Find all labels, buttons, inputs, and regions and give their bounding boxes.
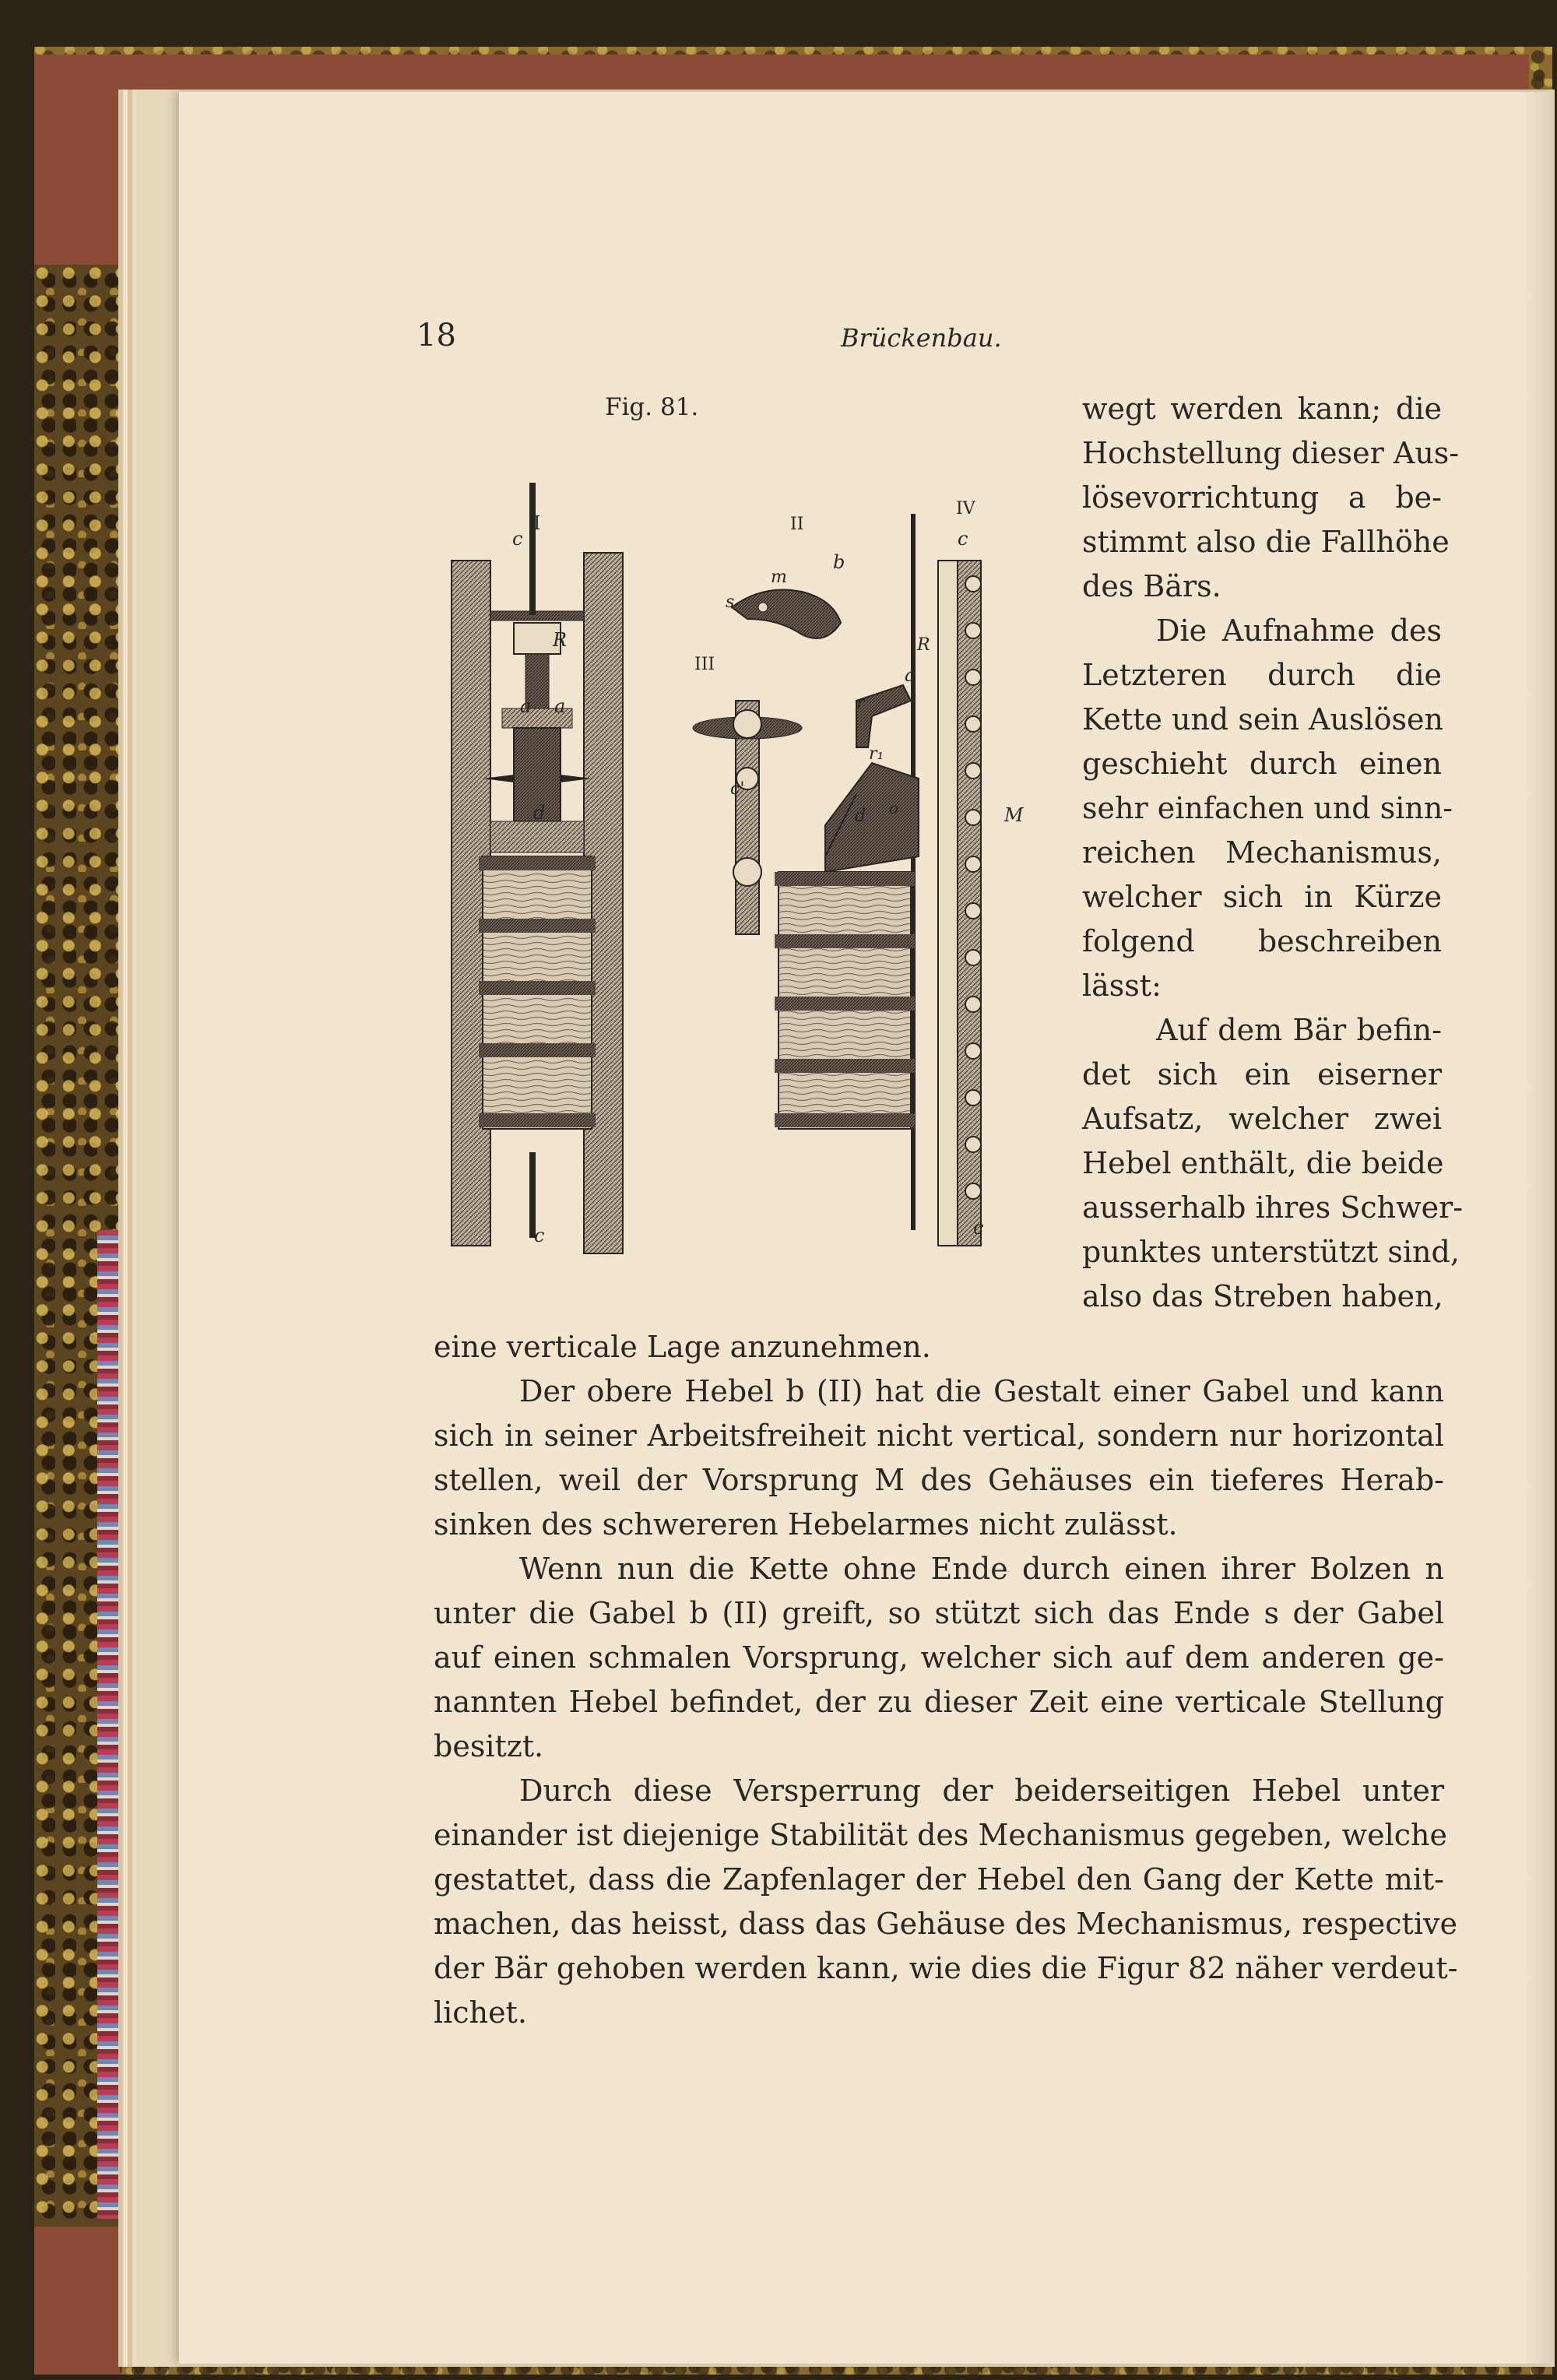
label-c-top: c [512, 528, 523, 550]
figure-81-illustration [436, 467, 1059, 1269]
panel-label-IV: IV [956, 499, 975, 519]
label-b: b [833, 551, 845, 573]
column-line: punktes unterstützt sind, [1082, 1235, 1460, 1269]
column-line: reichen Mechanismus, [1082, 835, 1442, 870]
body-line: lichet. [434, 1995, 527, 2030]
column-line: lösevorrichtung a be- [1082, 480, 1442, 515]
body-line: besitzt. [434, 1729, 544, 1763]
panel-label-III: III [694, 655, 715, 674]
column-line: wegt werden kann; die [1082, 392, 1442, 426]
body-line: nannten Hebel befindet, der zu dieser Zeit eine verticale Stellung [434, 1685, 1444, 1719]
column-line: ausserhalb ihres Schwer- [1082, 1190, 1464, 1225]
label-s: s [726, 592, 735, 612]
body-line: auf einen schmalen Vorsprung, welcher sich auf dem anderen ge- [434, 1640, 1444, 1675]
panel-II-drawing [732, 590, 841, 639]
label-R: R [553, 629, 568, 651]
column-line: Auf dem Bär befin- [1156, 1013, 1442, 1047]
column-line: Hebel enthält, die beide [1082, 1146, 1444, 1180]
label-r: r [856, 694, 865, 713]
column-line: lässt: [1082, 969, 1162, 1003]
figure-caption: Fig. 81. [605, 393, 699, 421]
body-line: gestattet, dass die Zapfenlager der Hebel den Gang der Kette mit- [434, 1862, 1444, 1897]
label-a-left: a [520, 695, 532, 717]
body-line: der Bär gehoben werden kann, wie dies die Figur 82 näher verdeut- [434, 1951, 1458, 1985]
column-line: geschieht durch einen [1082, 747, 1442, 781]
body-line: machen, das heisst, dass das Gehäuse des Mechanismus, respective [434, 1907, 1457, 1941]
label-R-iv: R [917, 635, 930, 655]
label-o: o [889, 799, 899, 817]
body-line: einander ist diejenige Stabilität des Mechanismus gegeben, welche [434, 1818, 1447, 1852]
column-line: folgend beschreiben [1082, 924, 1442, 958]
label-a-right: a [554, 695, 566, 717]
body-line: Durch diese Versperrung der beiderseitigen Hebel unter [519, 1774, 1444, 1808]
body-line: eine verticale Lage anzunehmen. [434, 1330, 931, 1364]
column-line: stimmt also die Fallhöhe [1082, 525, 1450, 559]
label-r1: r₁ [869, 744, 884, 764]
column-line: Letzteren durch die [1082, 658, 1442, 692]
body-line: Der obere Hebel b (II) hat die Gestalt einer Gabel und kann [519, 1374, 1444, 1408]
column-line: Aufsatz, welcher zwei [1082, 1102, 1442, 1136]
panel-I-drawing [452, 483, 623, 1253]
panel-label-II: II [790, 515, 804, 534]
label-c-bottom: c [534, 1225, 545, 1246]
column-line: Hochstellung dieser Aus- [1082, 436, 1460, 470]
column-line: Kette und sein Auslösen [1082, 702, 1443, 736]
label-c-iv-bottom: c [973, 1217, 984, 1239]
panel-label-I: I [533, 512, 541, 534]
label-M: M [1004, 804, 1024, 826]
label-c-iv-top: c [958, 528, 968, 550]
body-line: stellen, weil der Vorsprung M des Gehäuses ein tieferes Herab- [434, 1463, 1444, 1497]
body-line: unter die Gabel b (II) greift, so stützt sich das Ende s der Gabel [434, 1596, 1444, 1630]
column-line: sehr einfachen und sinn- [1082, 791, 1453, 825]
body-line: sinken des schwereren Hebelarmes nicht zulässt. [434, 1507, 1178, 1542]
column-line: des Bärs. [1082, 569, 1221, 603]
running-title: Brückenbau. [841, 323, 1002, 353]
page-number: 18 [416, 318, 456, 353]
column-line: also das Streben haben, [1082, 1279, 1443, 1313]
label-d: d [533, 802, 546, 824]
column-line: Die Aufnahme des [1156, 613, 1442, 648]
leather-binding-bottom [34, 2227, 120, 2375]
column-line: det sich ein eiserner [1082, 1057, 1442, 1092]
label-m: m [771, 568, 787, 587]
label-d-iv: d [855, 807, 866, 826]
leather-binding-left [34, 54, 120, 265]
body-line: Wenn nun die Kette ohne Ende durch einen ihrer Bolzen n [519, 1552, 1444, 1586]
body-line: sich in seiner Arbeitsfreiheit nicht vertical, sondern nur horizontal [434, 1419, 1444, 1453]
label-c-prime: c' [730, 779, 745, 799]
column-line: welcher sich in Kürze [1082, 880, 1442, 914]
label-a-iv: a [905, 664, 916, 686]
